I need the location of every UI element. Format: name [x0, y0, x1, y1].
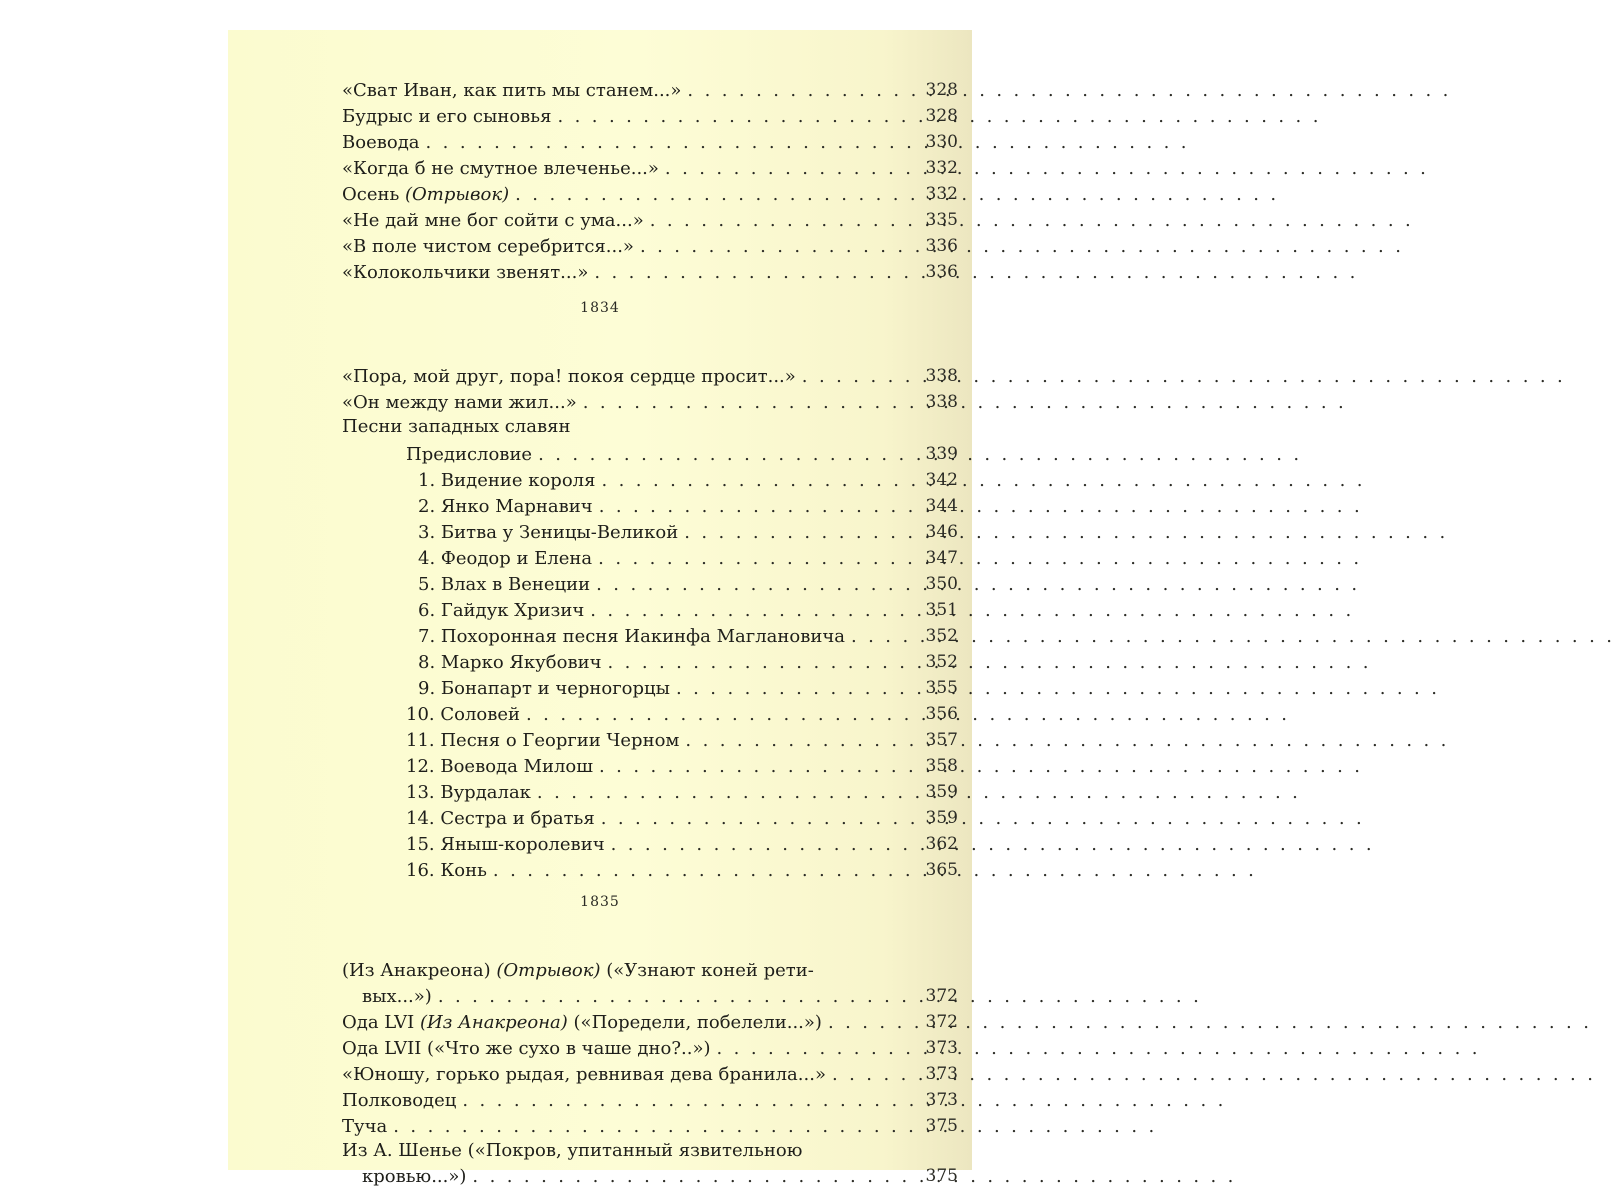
- song-entry: 3. Битва у Зеницы-Великой . .: [418, 520, 922, 544]
- book-page: [228, 30, 972, 1187]
- toc-entry-chenier-line2: кровью...») . .: [362, 1164, 922, 1188]
- page-number: 362: [925, 834, 958, 854]
- toc-entry: «Он между нами жил...» . .: [342, 390, 922, 414]
- page-number: 373: [925, 1064, 958, 1084]
- page-number: 344: [925, 496, 958, 516]
- toc-entry: «Не дай мне бог сойти с ума...» . .: [342, 208, 922, 232]
- song-entry: 16. Конь . .: [406, 858, 922, 882]
- toc-entry: Полководец . .: [342, 1088, 922, 1112]
- page-number: 373: [925, 1090, 958, 1110]
- song-entry: 12. Воевода Милош . .: [406, 754, 922, 778]
- page-number: 328: [925, 106, 958, 126]
- song-entry: 15. Яныш-королевич . .: [406, 832, 922, 856]
- page-number: 375: [925, 1116, 958, 1136]
- page-number: 336: [925, 236, 958, 256]
- toc-entry: «Пора, мой друг, пора! покоя сердце просит...» . .: [342, 364, 922, 388]
- toc-entry: «Сват Иван, как пить мы станем...» . .: [342, 78, 1036, 102]
- page-number: 359: [925, 782, 958, 802]
- song-entry: 7. Похоронная песня Иакинфа Маглановича . .: [418, 624, 922, 648]
- song-entry: 8. Марко Якубович . .: [418, 650, 922, 674]
- page-number: 336: [925, 262, 958, 282]
- toc-entry-anacreon-line1: (Из Анакреона) (Отрывок) («Узнают коней рети-: [342, 960, 814, 981]
- toc-entry: «Колокольчики звенят...» . .: [342, 260, 922, 284]
- song-entry: 4. Феодор и Елена . .: [418, 546, 922, 570]
- group-title: Песни западных славян: [342, 416, 571, 437]
- toc-entry-ode-lvi: Ода LVI (Из Анакреона) («Поредели, побелели...») . .: [342, 1010, 922, 1034]
- page-number: 356: [925, 704, 958, 724]
- toc-entry: «В поле чистом серебрится...» . .: [342, 234, 922, 258]
- toc-entry: Будрыс и его сыновья . .: [342, 104, 922, 128]
- toc-entry-chenier-line1: Из А. Шенье («Покров, упитанный язвительною: [342, 1140, 803, 1161]
- page-number: 372: [925, 986, 958, 1006]
- year-heading-1834: 1834: [580, 300, 620, 316]
- song-entry: 9. Бонапарт и черногорцы . .: [418, 676, 922, 700]
- page-number: 373: [925, 1038, 958, 1058]
- page-number: 347: [925, 548, 958, 568]
- song-entry: 1. Видение короля . .: [418, 468, 922, 492]
- toc-entry-preface: Предисловие . .: [406, 442, 922, 466]
- page-number: 365: [925, 860, 958, 880]
- page-number: 346: [925, 522, 958, 542]
- page-number: 350: [925, 574, 958, 594]
- page-number: 359: [925, 808, 958, 828]
- page-number: 342: [925, 470, 958, 490]
- toc-entry-ode-lvii: Ода LVII («Что же сухо в чаше дно?..») . .: [342, 1036, 922, 1060]
- toc-entry: Воевода . .: [342, 130, 922, 154]
- page-number: 352: [925, 626, 958, 646]
- page-number: 352: [925, 652, 958, 672]
- page-number: 332: [925, 158, 958, 178]
- page-number: 332: [925, 184, 958, 204]
- page-number: 339: [925, 444, 958, 464]
- toc-entry: Туча . .: [342, 1114, 922, 1138]
- year-heading-1835: 1835: [580, 894, 620, 910]
- toc-entry: «Юношу, горько рыдая, ревнивая дева бранила...» . .: [342, 1062, 922, 1086]
- page-number: 357: [925, 730, 958, 750]
- page-number: 358: [925, 756, 958, 776]
- page-number: 355: [925, 678, 958, 698]
- song-entry: 5. Влах в Венеции . .: [418, 572, 922, 596]
- page-number: 328: [925, 80, 958, 100]
- page-number: 351: [925, 600, 958, 620]
- page-number: 330: [925, 132, 958, 152]
- page-number: 338: [925, 392, 958, 412]
- toc-entry: Осень (Отрывок) . .: [342, 182, 922, 206]
- page-number: 372: [925, 1012, 958, 1032]
- page-number: 375: [925, 1166, 958, 1186]
- toc-entry-anacreon-line2: вых...») . .: [362, 984, 942, 1008]
- song-entry: 11. Песня о Георгии Черном . .: [406, 728, 922, 752]
- page-number: 335: [925, 210, 958, 230]
- toc-entry: «Когда б не смутное влеченье...» . .: [342, 156, 922, 180]
- page-number: 338: [925, 366, 958, 386]
- song-entry: 6. Гайдук Хризич . .: [418, 598, 922, 622]
- song-entry: 10. Соловей . .: [406, 702, 922, 726]
- song-entry: 13. Вурдалак . .: [406, 780, 922, 804]
- song-entry: 14. Сестра и братья . .: [406, 806, 922, 830]
- song-entry: 2. Янко Марнавич . .: [418, 494, 922, 518]
